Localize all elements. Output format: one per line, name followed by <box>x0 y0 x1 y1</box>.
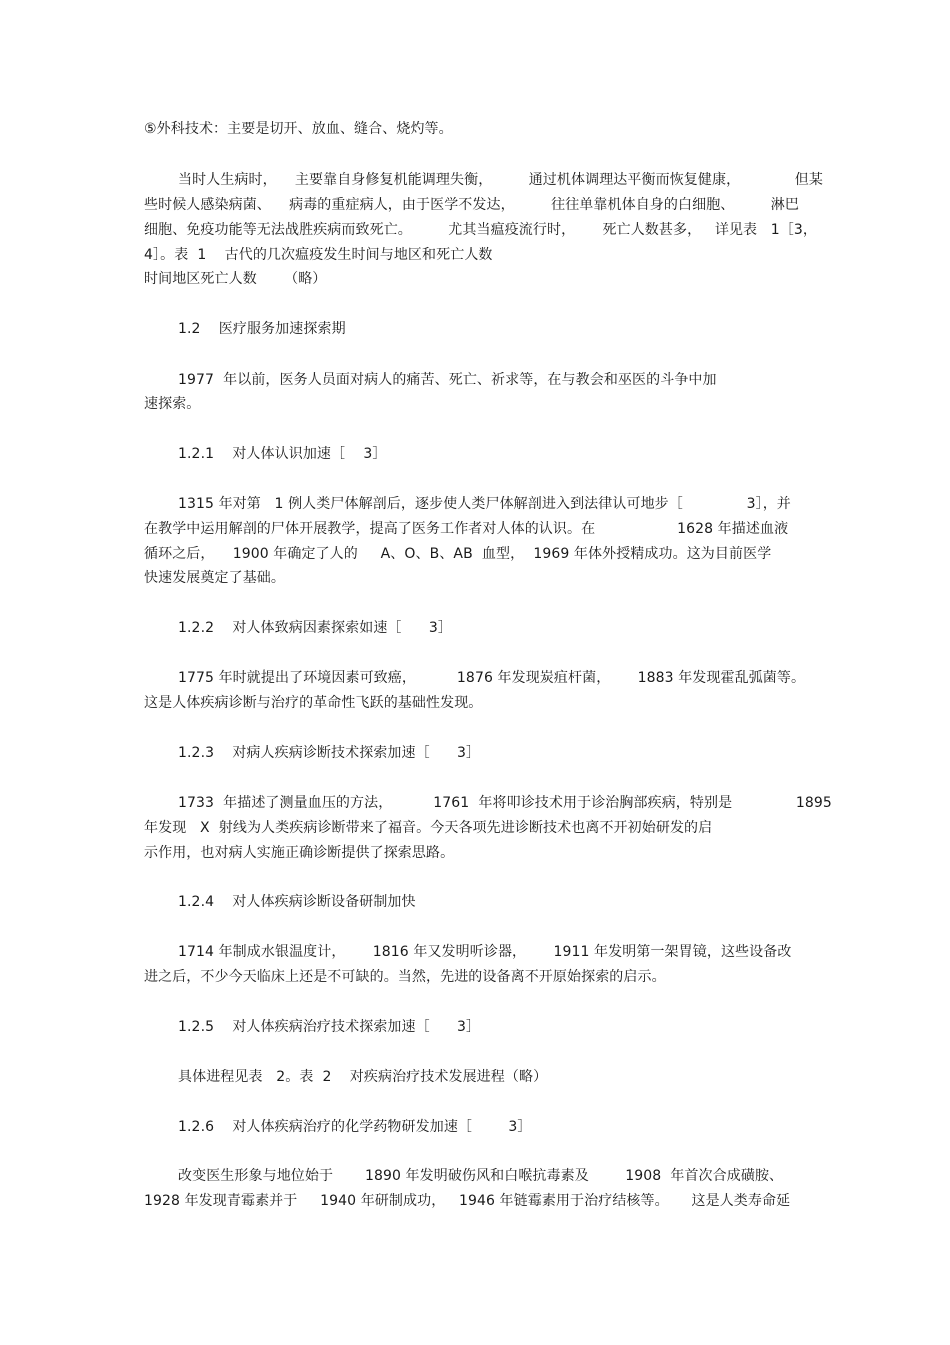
paragraph-line: 1928 年发现青霉素并于 1940 年研制成功， 1946 年链霉素用于治疗结核等。 这是人类寿命延 <box>144 1193 791 1209</box>
section-heading: 1.2.3 对病人疾病诊断技术探索加速［ 3］ <box>178 745 481 761</box>
section-heading: 1.2.2 对人体致病因素探索如速［ 3］ <box>178 620 452 636</box>
table-caption: 4］。表 1 古代的几次瘟疫发生时间与地区和死亡人数 <box>144 247 493 263</box>
section-heading: 1.2.1 对人体认识加速［ 3］ <box>178 446 387 462</box>
paragraph-line: 快速发展奠定了基础。 <box>144 570 285 586</box>
paragraph-line: 1775 年时就提出了环境因素可致癌， 1876 年发现炭疽杆菌， 1883 年发现霍乱弧菌等。 <box>178 670 806 686</box>
table-header: 时间地区死亡人数 （略） <box>144 271 327 287</box>
list-item-surgery: ⑤外科技术：主要是切开、放血、缝合、烧灼等。 <box>144 121 453 137</box>
paragraph-line: 细胞、免疫功能等无法战胜疾病而致死亡。 尤其当瘟疫流行时， 死亡人数甚多， 详见表 1［3， <box>144 222 818 238</box>
paragraph-line: 1315 年对第 1 例人类尸体解剖后，逐步使人类尸体解剖进入到法律认可地步［ 3］，并 <box>178 496 791 512</box>
paragraph-line: 些时候人感染病菌、 病毒的重症病人，由于医学不发达， 往往单靠机体自身的白细胞、 淋巴 <box>144 197 800 213</box>
paragraph-line: 年发现 X 射线为人类疾病诊断带来了福音。今天各项先进诊断技术也离不开初始研发的启 <box>144 820 713 836</box>
paragraph-line: 1977 年以前，医务人员面对病人的痛苦、死亡、祈求等，在与教会和巫医的斗争中加 <box>178 372 717 388</box>
paragraph-line: 速探索。 <box>144 396 201 412</box>
paragraph-line: 改变医生形象与地位始于 1890 年发明破伤风和白喉抗毒素及 1908 年首次合成磺胺、 <box>178 1168 784 1184</box>
paragraph-line: 循环之后， 1900 年确定了人的 A、O、B、AB 血型， 1969 年体外授精成功。这为目前医学 <box>144 546 772 562</box>
paragraph-line: 1733 年描述了测量血压的方法， 1761 年将叩诊技术用于诊治胸部疾病，特别是 1895 <box>178 795 832 811</box>
section-heading: 1.2 医疗服务加速探索期 <box>178 321 346 337</box>
section-heading: 1.2.4 对人体疾病诊断设备研制加快 <box>178 894 416 910</box>
section-heading: 1.2.5 对人体疾病治疗技术探索加速［ 3］ <box>178 1019 481 1035</box>
paragraph-line: 进之后，不少今天临床上还是不可缺的。当然，先进的设备离不开原始探索的启示。 <box>144 969 666 985</box>
paragraph-line: 当时人生病时， 主要靠自身修复机能调理失衡， 通过机体调理达平衡而恢复健康， 但某 <box>178 172 824 188</box>
paragraph-line: 示作用，也对病人实施正确诊断提供了探索思路。 <box>144 845 455 861</box>
paragraph-line: 这是人体疾病诊断与治疗的革命性飞跃的基础性发现。 <box>144 695 483 711</box>
paragraph-line: 1714 年制成水银温度计， 1816 年又发明听诊器， 1911 年发明第一架胃镜，这些设备改 <box>178 944 792 960</box>
paragraph-line: 在教学中运用解剖的尸体开展教学，提高了医务工作者对人体的认识。在 1628 年描述血液 <box>144 521 789 537</box>
section-heading: 1.2.6 对人体疾病治疗的化学药物研发加速［ 3］ <box>178 1119 532 1135</box>
paragraph-line: 具体进程见表 2。表 2 对疾病治疗技术发展进程（略） <box>178 1069 548 1085</box>
